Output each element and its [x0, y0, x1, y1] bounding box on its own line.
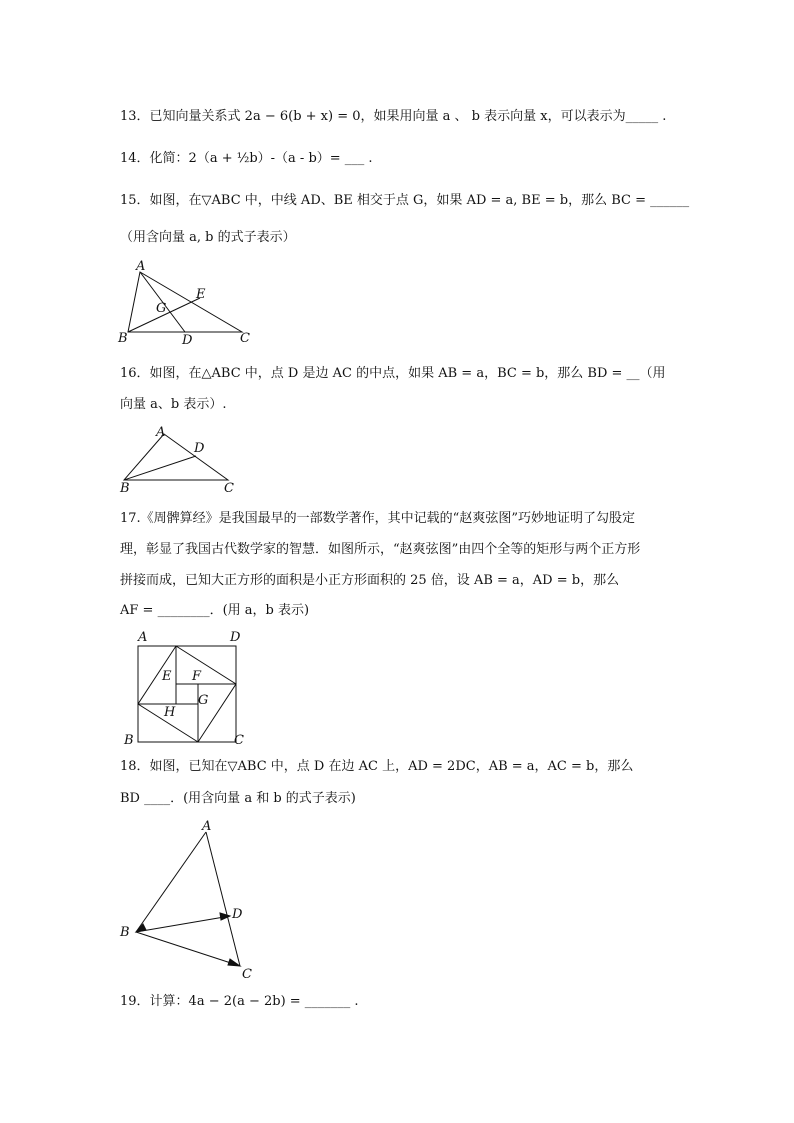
- label-a: A: [202, 819, 212, 834]
- figure-15-triangle: [110, 258, 270, 348]
- question-19: 19．计算：4a − 2(a − 2b) = _______ .: [120, 994, 359, 1009]
- segment-ac: [206, 832, 240, 966]
- outer-square: [138, 646, 236, 742]
- label-a: A: [138, 630, 148, 645]
- question-13: 13．已知向量关系式 2a − 6(b + x) = 0，如果用向量 a 、 b 表示向量 x，可以表示为_____ .: [120, 109, 667, 124]
- label-b: B: [120, 925, 130, 940]
- inner-small-square: [176, 684, 198, 704]
- label-e: E: [162, 669, 172, 684]
- label-a: A: [156, 425, 166, 440]
- middle-square: [138, 646, 236, 742]
- vector-bc: [136, 932, 240, 966]
- label-c: C: [234, 733, 244, 748]
- label-b: B: [118, 331, 128, 346]
- triangle-abc: [128, 272, 242, 332]
- triangle-abc: [124, 434, 228, 480]
- label-b: B: [120, 481, 130, 496]
- label-e: E: [196, 287, 206, 302]
- label-b: B: [124, 733, 134, 748]
- question-14: 14．化简：2（a + ½b）-（a - b）= ___ .: [120, 151, 373, 166]
- question-16-line-2: 向量 a、b 表示）.: [120, 397, 227, 412]
- label-a: A: [136, 259, 146, 274]
- figure-18-triangle: [112, 814, 272, 982]
- label-c: C: [240, 331, 250, 346]
- question-15-line-2: （用含向量 a, b 的式子表示）: [120, 230, 296, 245]
- label-d: D: [230, 630, 241, 645]
- question-18-line-2: BD ____．(用含向量 a 和 b 的式子表示): [120, 791, 356, 806]
- figure-17-zhao-shuang-diagram: [118, 628, 258, 750]
- label-d: D: [232, 907, 243, 922]
- label-h: H: [164, 705, 176, 720]
- figure-16-triangle: [112, 424, 242, 496]
- label-g: G: [198, 693, 209, 708]
- vector-bd: [136, 916, 230, 932]
- question-17-line-4: AF = ________．(用 a，b 表示): [120, 603, 310, 618]
- label-c: C: [224, 481, 234, 496]
- question-17-line-3: 拼接而成，已知大正方形的面积是小正方形面积的 25 倍，设 AB = a，AD = b，那么: [120, 573, 620, 588]
- question-15-line-1: 15．如图，在▽ABC 中，中线 AD、BE 相交于点 G，如果 AD = a, BE = b，那么 BC = ______: [120, 193, 690, 208]
- label-c: C: [242, 967, 252, 982]
- question-17-line-2: 理，彰显了我国古代数学家的智慧．如图所示，“赵爽弦图”由四个全等的矩形与两个正方形: [120, 542, 641, 557]
- segment-ab: [136, 832, 206, 932]
- question-17-line-1: 17.《周髀算经》是我国最早的一部数学著作，其中记载的“赵爽弦图”巧妙地证明了勾股定: [120, 511, 635, 526]
- question-16-line-1: 16．如图，在△ABC 中，点 D 是边 AC 的中点，如果 AB = a，BC = b，那么 BD = __（用: [120, 366, 666, 381]
- label-g: G: [156, 301, 167, 316]
- label-d: D: [182, 333, 193, 348]
- question-18-line-1: 18．如图，已知在▽ABC 中，点 D 在边 AC 上，AD = 2DC，AB = a，AC = b，那么: [120, 759, 634, 774]
- label-f: F: [192, 669, 202, 684]
- label-d: D: [194, 441, 205, 456]
